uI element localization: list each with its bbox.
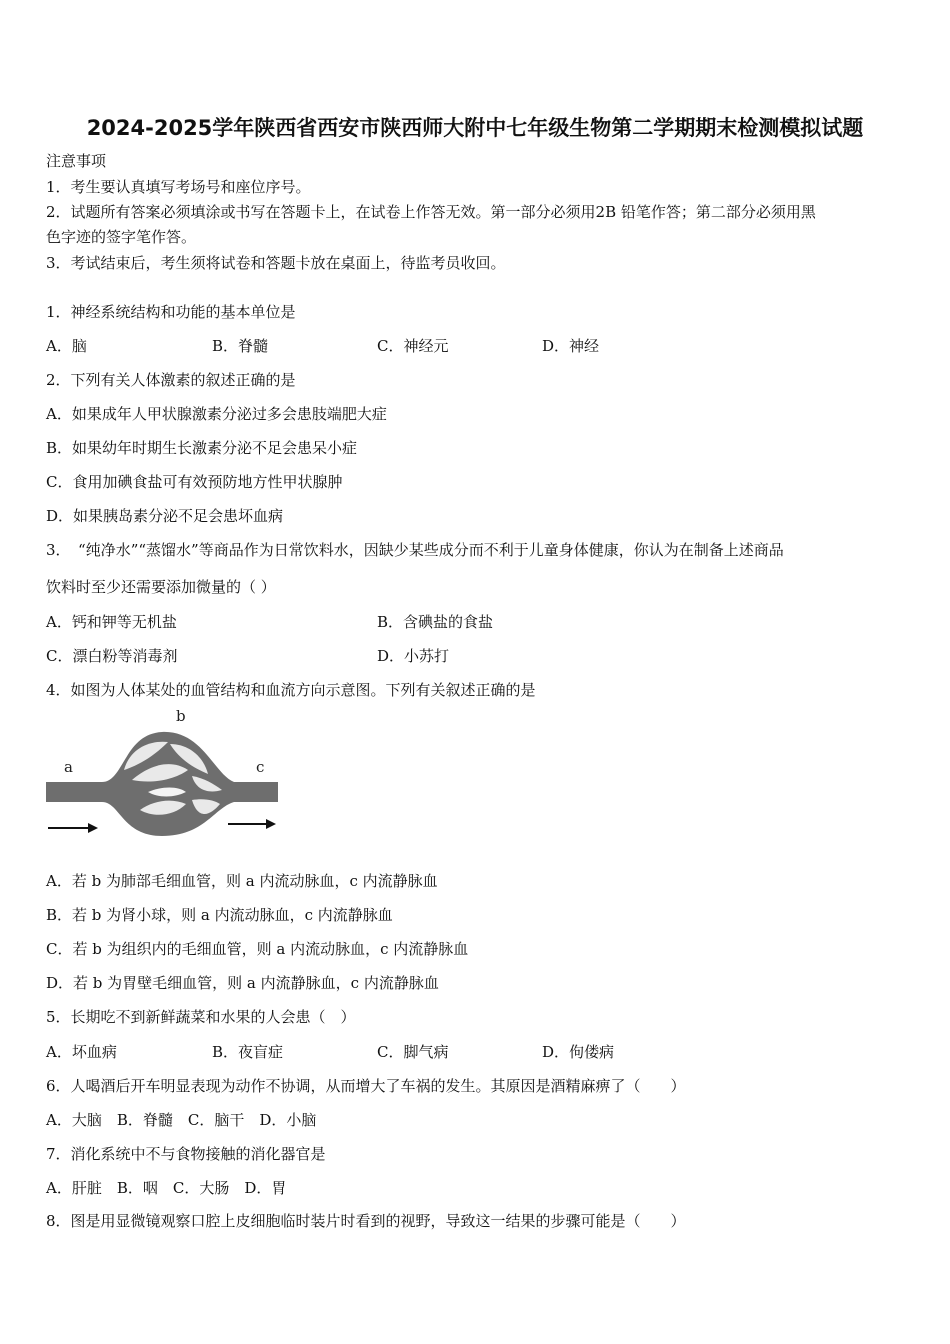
q5-option-b: B．夜盲症 <box>212 1043 284 1061</box>
flow-arrow-left <box>48 823 98 833</box>
notice-item-2: 2．试题所有答案必须填涂或书写在答题卡上，在试卷上作答无效。第一部分必须用2B 铅笔作答；第二部分必须用黑 <box>46 203 816 221</box>
q3-option-d: D．小苏打 <box>377 647 450 665</box>
q1-stem: 1．神经系统结构和功能的基本单位是 <box>46 303 296 321</box>
notice-item-3: 3．考试结束后，考生须将试卷和答题卡放在桌面上，待监考员收回。 <box>46 254 506 272</box>
q4-option-d: D．若 b 为胃壁毛细血管，则 a 内流静脉血，c 内流静脉血 <box>46 974 439 992</box>
label-a: a <box>64 758 73 776</box>
q1-option-a: A．脑 <box>46 337 87 355</box>
q4-option-a: A．若 b 为肺部毛细血管，则 a 内流动脉血，c 内流静脉血 <box>46 872 438 890</box>
q2-option-c: C．食用加碘食盐可有效预防地方性甲状腺肿 <box>46 473 343 491</box>
q3-option-c: C．漂白粉等消毒剂 <box>46 647 178 665</box>
q1-option-c: C．神经元 <box>377 337 449 355</box>
q1-option-b: B．脊髓 <box>212 337 269 355</box>
q5-option-c: C．脚气病 <box>377 1043 449 1061</box>
q4-stem: 4．如图为人体某处的血管结构和血流方向示意图。下列有关叙述正确的是 <box>46 681 536 699</box>
q7-stem: 7．消化系统中不与食物接触的消化器官是 <box>46 1145 326 1163</box>
q4-option-b: B．若 b 为肾小球，则 a 内流动脉血，c 内流静脉血 <box>46 906 393 924</box>
q8-stem: 8．图是用显微镜观察口腔上皮细胞临时装片时看到的视野，导致这一结果的步骤可能是（ ） <box>46 1212 686 1230</box>
label-c: c <box>256 758 265 776</box>
exam-title: 2024-2025学年陕西省西安市陕西师大附中七年级生物第二学期期末检测模拟试题 <box>86 116 864 140</box>
notice-heading: 注意事项 <box>46 152 107 170</box>
q7-options: A．肝脏 B．咽 C．大肠 D．胃 <box>46 1179 287 1197</box>
q1-option-d: D．神经 <box>542 337 600 355</box>
q5-option-d: D．佝偻病 <box>542 1043 615 1061</box>
q6-options: A．大脑 B．脊髓 C．脑干 D．小脑 <box>46 1111 317 1129</box>
q2-option-b: B．如果幼年时期生长激素分泌不足会患呆小症 <box>46 439 358 457</box>
flow-arrow-right <box>228 819 276 829</box>
notice-item-1: 1．考生要认真填写考场号和座位序号。 <box>46 178 311 196</box>
q6-stem: 6．人喝酒后开车明显表现为动作不协调，从而增大了车祸的发生。其原因是酒精麻痹了（ ） <box>46 1077 686 1095</box>
q3-stem-line1: 3． “纯净水”“蒸馏水”等商品作为日常饮料水，因缺少某些成分而不利于儿童身体健康，你认为在制备上述商品 <box>46 541 784 559</box>
label-b: b <box>176 707 186 725</box>
blood-vessel-diagram <box>44 704 280 848</box>
q2-option-a: A．如果成年人甲状腺激素分泌过多会患肢端肥大症 <box>46 405 387 423</box>
q2-option-d: D．如果胰岛素分泌不足会患坏血病 <box>46 507 284 525</box>
notice-item-2-cont: 色字迹的签字笔作答。 <box>46 228 197 246</box>
q3-stem-line2: 饮料时至少还需要添加微量的（ ） <box>46 578 276 596</box>
q5-option-a: A．坏血病 <box>46 1043 117 1061</box>
q5-stem: 5．长期吃不到新鲜蔬菜和水果的人会患（ ） <box>46 1008 356 1026</box>
q3-option-b: B．含碘盐的食盐 <box>377 613 494 631</box>
q4-option-c: C．若 b 为组织内的毛细血管，则 a 内流动脉血，c 内流静脉血 <box>46 940 469 958</box>
q3-option-a: A．钙和钾等无机盐 <box>46 613 177 631</box>
q2-stem: 2．下列有关人体激素的叙述正确的是 <box>46 371 296 389</box>
